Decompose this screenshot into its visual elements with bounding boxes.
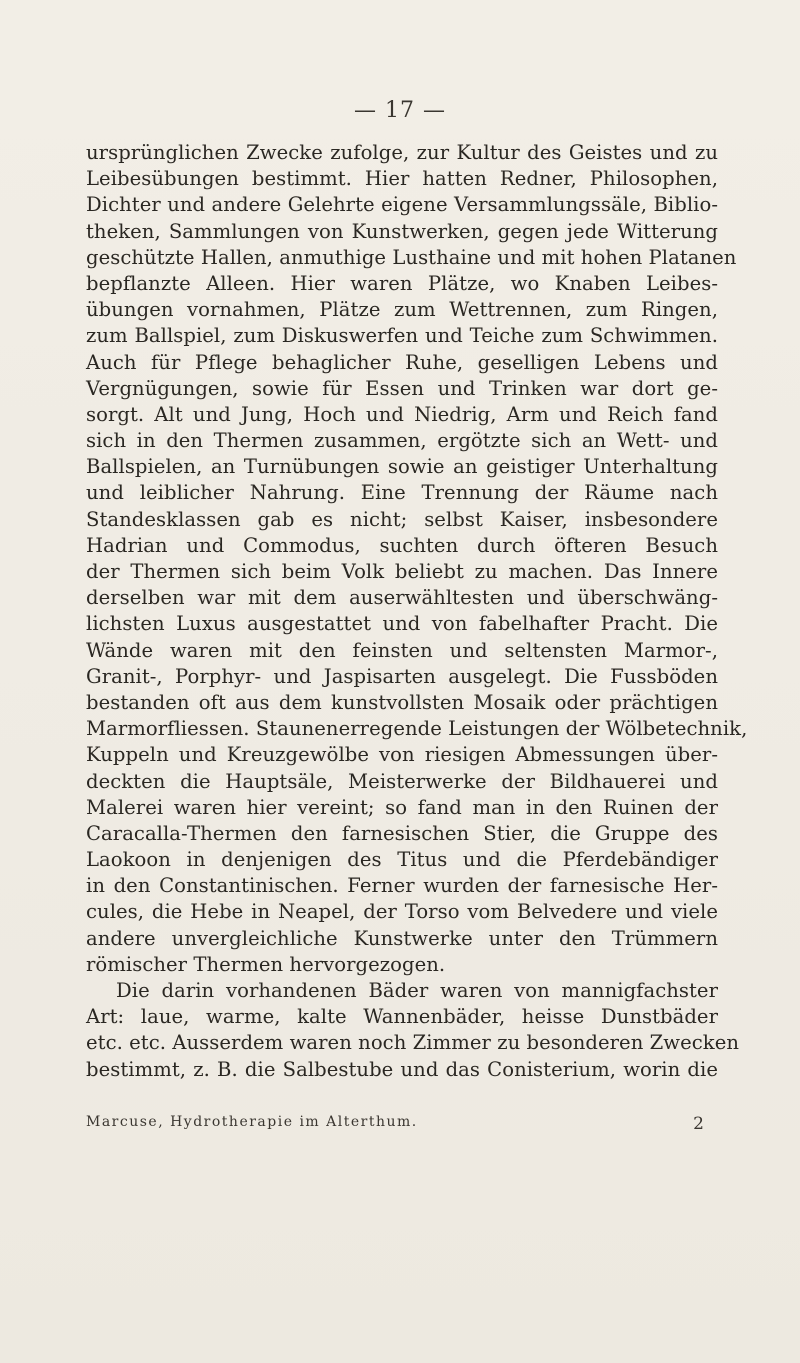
signature-mark: 2	[693, 1114, 704, 1134]
text-line: Die darin vorhandenen Bäder waren von mannigfachster	[116, 979, 718, 1002]
text-line: Marmorfliessen. Staunenerregende Leistungen der Wölbetechnik,	[86, 717, 748, 741]
text-line: bestanden oft aus dem kunstvollsten Mosaik oder prächtigen	[86, 690, 718, 714]
text-line: Auch für Pflege behaglicher Ruhe, geselligen Lebens und	[86, 350, 718, 374]
text-line: lichsten Luxus ausgestattet und von fabelhafter Pracht. Die	[86, 612, 718, 636]
text-line: Ballspielen, an Turnübungen sowie an geistiger Unterhaltung	[86, 455, 718, 479]
text-line: Dichter und andere Gelehrte eigene Versammlungssäle, Biblio-	[86, 193, 718, 217]
text-line: Wände waren mit den feinsten und seltensten Marmor-,	[86, 638, 718, 662]
text-line: Laokoon in denjenigen des Titus und die Pferdebändiger	[86, 848, 718, 872]
text-line: Standesklassen gab es nicht; selbst Kaiser, insbesondere	[86, 507, 718, 531]
text-line: sich in den Thermen zusammen, ergötzte sich an Wett- und	[86, 429, 718, 453]
text-line: übungen vornahmen, Plätze zum Wettrennen, zum Ringen,	[86, 298, 718, 322]
page-number: — 17 —	[354, 98, 446, 123]
text-line: Granit-, Porphyr- und Jaspisarten ausgelegt. Die Fussböden	[86, 664, 718, 688]
text-line: in den Constantinischen. Ferner wurden der farnesische Her-	[86, 874, 718, 898]
text-line: der Thermen sich beim Volk beliebt zu machen. Das Innere	[86, 560, 718, 583]
text-line: Kuppeln und Kreuzgewölbe von riesigen Abmessungen über-	[86, 743, 718, 767]
text-line: Art: laue, warme, kalte Wannenbäder, heisse Dunstbäder	[86, 1005, 718, 1029]
text-line: zum Ballspiel, zum Diskuswerfen und Teiche zum Schwimmen.	[86, 324, 718, 348]
text-line: etc. etc. Ausserdem waren noch Zimmer zu besonderen Zwecken	[86, 1031, 740, 1055]
page-footer	[86, 1114, 704, 1134]
text-line: Vergnügungen, sowie für Essen und Trinken war dort ge-	[86, 376, 718, 400]
text-line: cules, die Hebe in Neapel, der Torso vom Belvedere und viele	[86, 900, 718, 924]
text-line: sorgt. Alt und Jung, Hoch und Niedrig, Arm und Reich fand	[86, 402, 718, 426]
text-line: bestimmt, z. B. die Salbestube und das Conisterium, worin die	[86, 1057, 718, 1081]
text-line: theken, Sammlungen von Kunstwerken, gegen jede Witterung	[86, 219, 718, 243]
text-line: derselben war mit dem auserwähltesten und überschwäng-	[86, 586, 718, 610]
text-line: ursprünglichen Zwecke zufolge, zur Kultur des Geistes und zu	[86, 141, 718, 164]
body-text	[86, 140, 748, 1083]
text-line: Leibesübungen bestimmt. Hier hatten Redner, Philosophen,	[86, 167, 718, 191]
text-line: römischer Thermen hervorgezogen.	[86, 952, 446, 976]
text-line: Caracalla-Thermen den farnesischen Stier, die Gruppe des	[86, 821, 718, 845]
text-line: deckten die Hauptsäle, Meisterwerke der Bildhauerei und	[86, 769, 718, 793]
text-line: und leiblicher Nahrung. Eine Trennung der Räume nach	[86, 481, 718, 505]
text-line: Malerei waren hier vereint; so fand man in den Ruinen der	[86, 795, 718, 819]
running-footer-title: Marcuse, Hydrotherapie im Alterthum.	[86, 1114, 418, 1130]
text-line: geschützte Hallen, anmuthige Lusthaine und mit hohen Platanen	[86, 245, 737, 269]
text-line: bepflanzte Alleen. Hier waren Plätze, wo Knaben Leibes-	[86, 271, 718, 295]
text-line: andere unvergleichliche Kunstwerke unter den Trümmern	[86, 926, 718, 950]
text-line: Hadrian und Commodus, suchten durch öfteren Besuch	[86, 533, 718, 557]
